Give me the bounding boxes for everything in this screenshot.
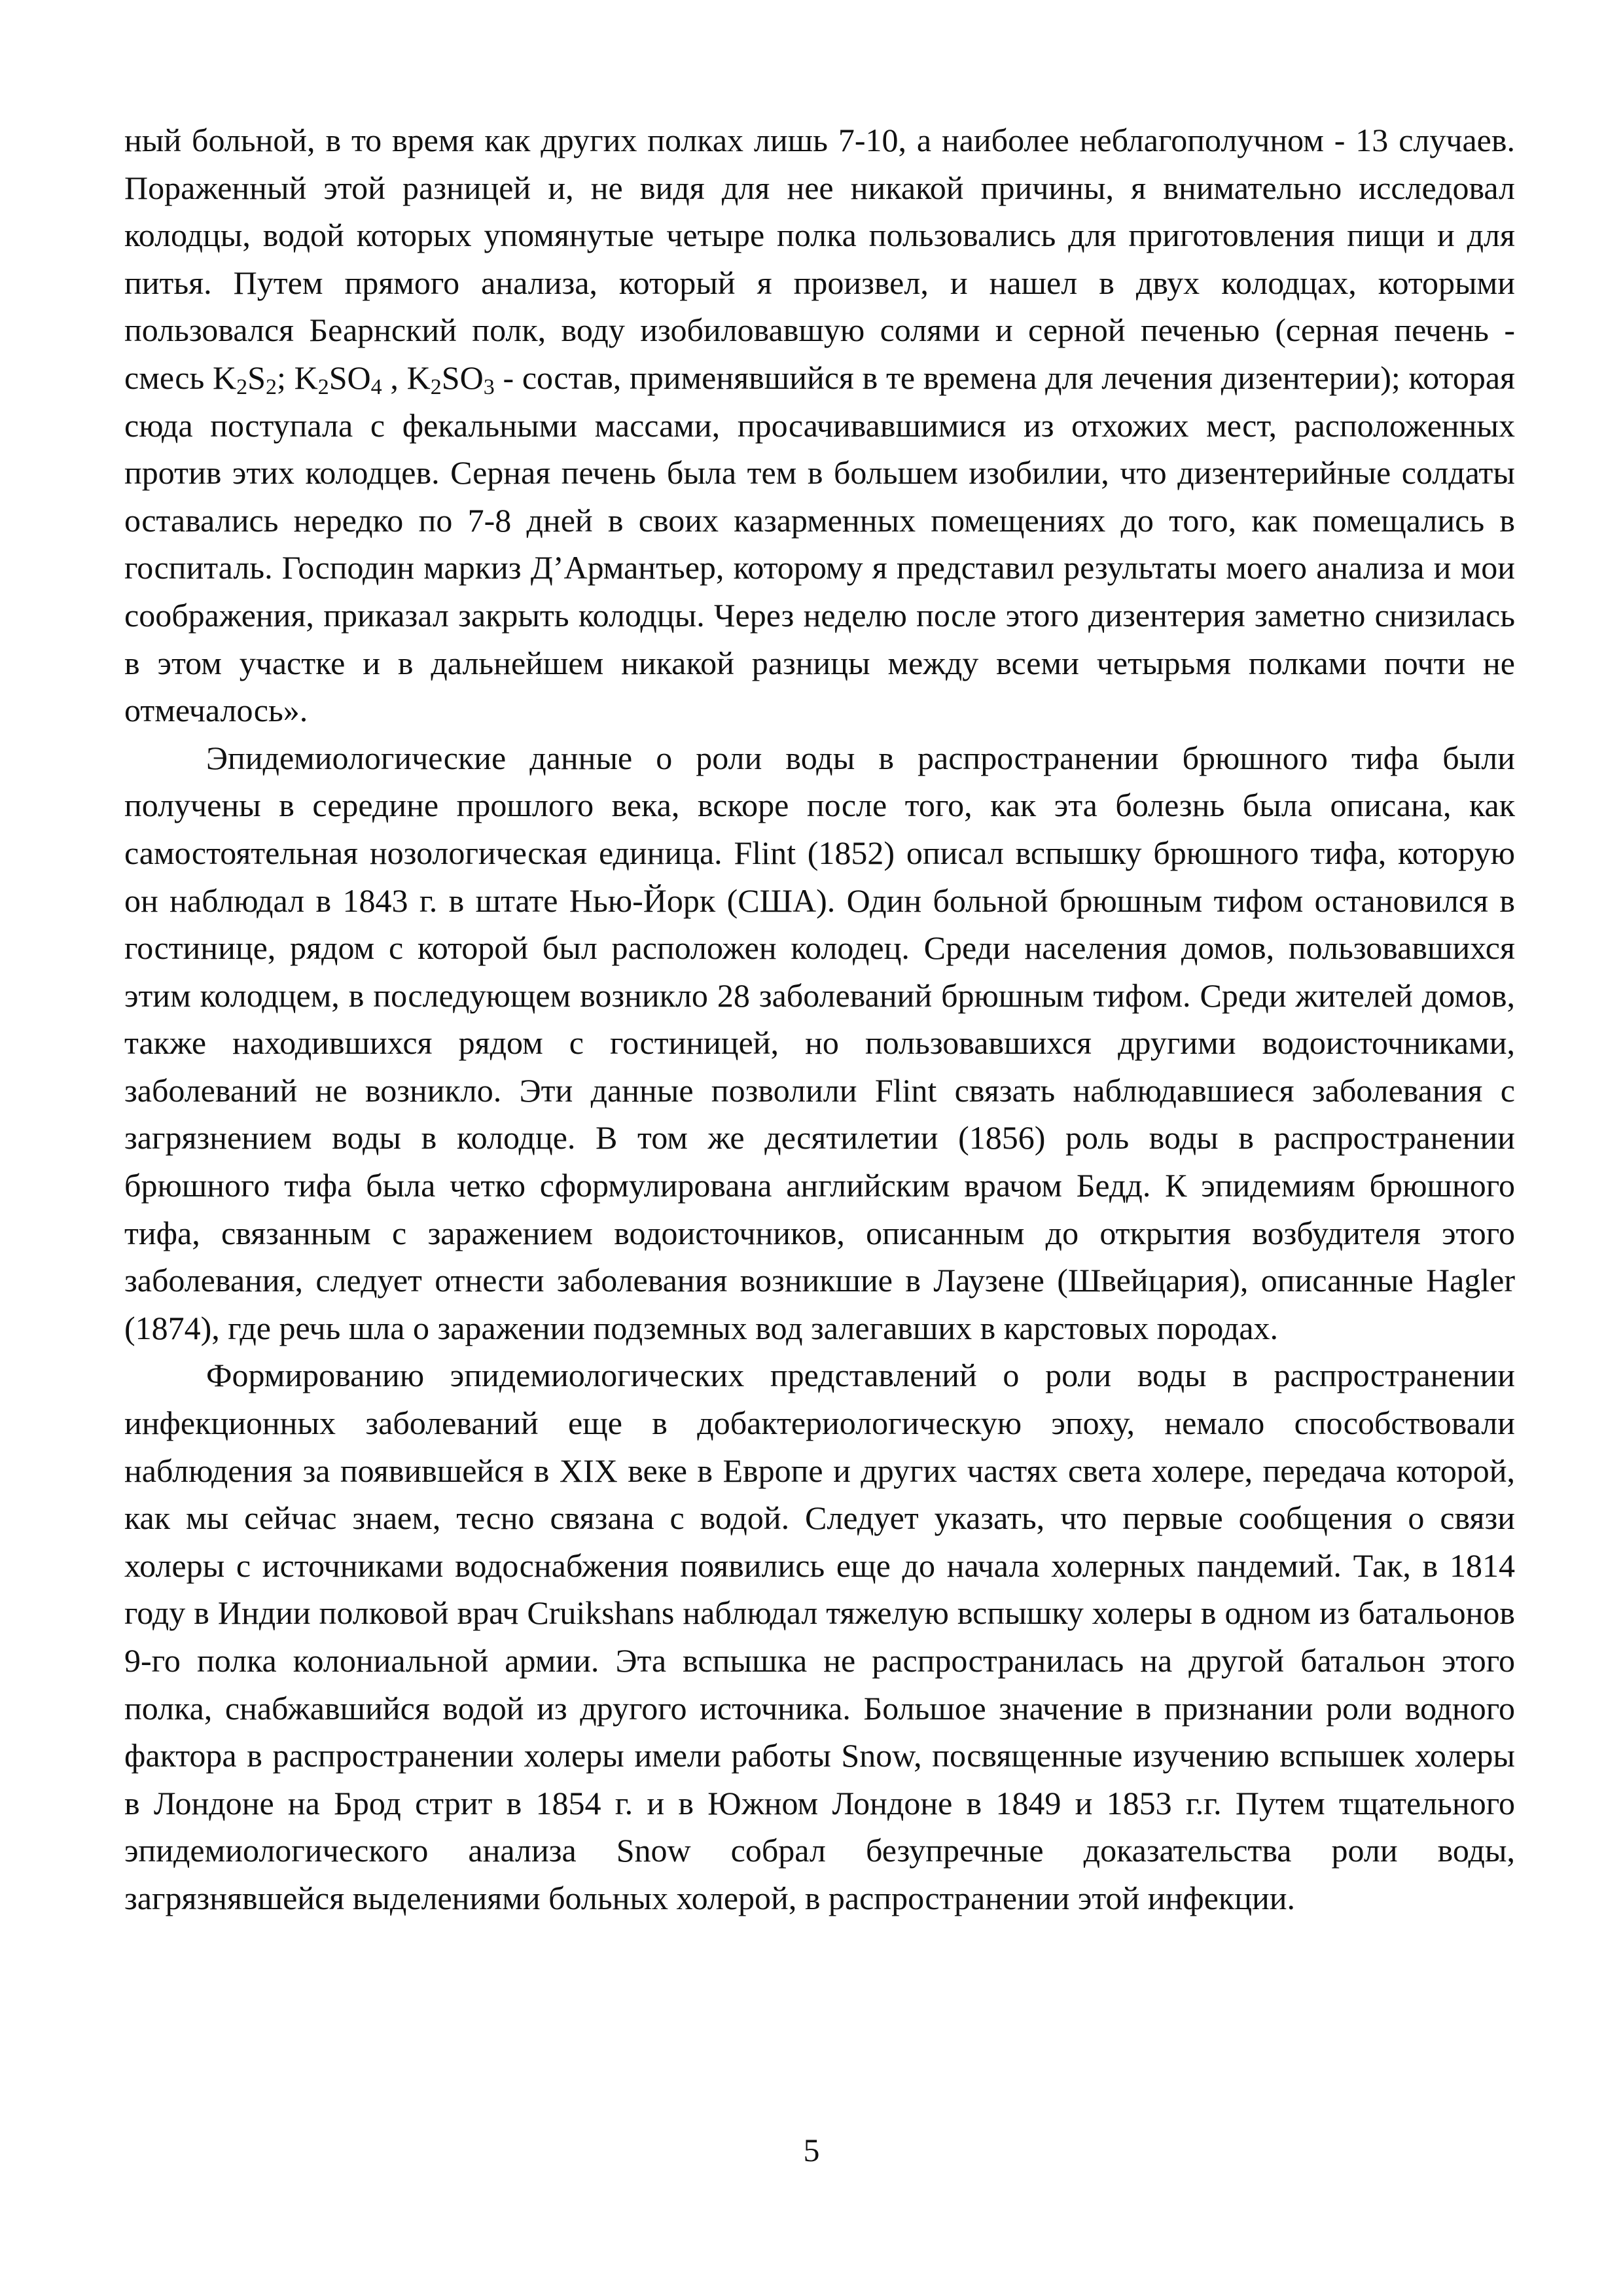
paragraph-cholera: Формированию эпидемиологических представлений о роли воды в распространении инфекционных заболеваний еще в добактериологическую эпоху, немало способствовали наблюдения за появившейся в XIX веке в Европе и других частях света холере, передача которой, как мы сейчас знаем, тесно связана с водой. Следует указать, что первые сообщения о связи холеры с источниками водоснабжения появились еще до начала холерных пандемий. Так, в 1814 году в Индии полковой врач Cruikshans наблюдал тяжелую вспышку холеры в одном из батальонов 9-го полка колониальной армии. Эта вспышка не распространилась на другой батальон этого полка, снабжавшийся водой из другого источника. Большое значение в признании роли водного фактора в распространении холеры имели работы Snow, посвященные изучению вспышек холеры в Лондоне на Брод стрит в 1854 г. и в Южном Лондоне в 1849 и 1853 г.г. Путем тщательного эпидемиологического анализа Snow собрал безупречные доказательства роли воды, загрязнявшейся выделениями больных холерой, в распространении этой инфекции. bbox=[124, 1357, 1515, 1916]
formula-part: SO bbox=[441, 359, 484, 396]
formula-subscript: 2 bbox=[317, 374, 329, 399]
formula-subscript: 2 bbox=[236, 374, 248, 399]
paragraph-continuation bbox=[124, 117, 1515, 734]
formula-separator: , bbox=[382, 359, 407, 396]
formula-subscript: 3 bbox=[483, 374, 495, 399]
formula-subscript: 2 bbox=[265, 374, 277, 399]
formula-part: S bbox=[247, 359, 266, 396]
formula-part: K bbox=[406, 359, 431, 396]
formula-subscript: 4 bbox=[370, 374, 382, 399]
paragraph-1-text-after-formula: - состав, применявшийся в те времена для лечения дизентерии); которая сюда поступала с фекальными массами, просачивавшимися из отхожих мест, расположенных против этих колодцев. Серная печень была тем в большем изобилии, что дизентерийные солдаты оставались нередко по 7-8 дней в своих казарменных помещениях до того, как помещались в госпиталь. Господин маркиз Д’Армантьер, которому я представил результаты моего анализа и мои соображения, приказал закрыть колодцы. Через неделю после этого дизентерия заметно снизилась в этом участке и в дальнейшем никакой разницы между всеми четырьмя полками почти не отмечалось». bbox=[124, 359, 1516, 729]
formula-part: K bbox=[213, 359, 237, 396]
formula-part: K bbox=[294, 359, 318, 396]
paragraph-1-text-before-formula: ный больной, в то время как других полках лишь 7-10, а наиболее неблагополучном - 13 случаев. Пораженный этой разницей и, не видя для нее никакой причины, я внимательно исследовал колодцы, водой которых упомянутые четыре полка пользовались для приготовления пищи и для питья. Путем прямого анализа, который я произвел, и нашел в двух колодцах, которыми пользовался Беарнский полк, воду изобиловавшую солями и серной печенью (серная печень - смесь bbox=[124, 122, 1515, 396]
page-number: 5 bbox=[803, 2132, 820, 2168]
formula-subscript: 2 bbox=[430, 374, 442, 399]
paragraph-typhoid: Эпидемиологические данные о роли воды в распространении брюшного тифа были получены в середине прошлого века, вскоре после того, как эта болезнь была описана, как самостоятельная нозологическая единица. Flint (1852) описал вспышку брюшного тифа, которую он наблюдал в 1843 г. в штате Нью-Йорк (США). Один больной брюшным тифом остановился в гостинице, рядом с которой был расположен колодец. Среди населения домов, пользовавшихся этим колодцем, в последующем возникло 28 заболеваний брюшным тифом. Среди жителей домов, также находившихся рядом с гостиницей, но пользовавшихся другими водоисточниками, заболеваний не возникло. Эти данные позволили Flint связать наблюдавшиеся заболевания с загрязнением воды в колодце. В том же десятилетии (1856) роль воды в распространении брюшного тифа была четко сформулирована английским врачом Бедд. К эпидемиям брюшного тифа, связанным с заражением водоисточников, описанным до открытия возбудителя этого заболевания, следует отнести заболевания возникшие в Лаузене (Швейцария), описанные Hagler (1874), где речь шла о заражении подземных вод залегавших в карстовых породах. bbox=[124, 739, 1515, 1346]
chemical-formula bbox=[213, 359, 495, 399]
document-page bbox=[124, 117, 1515, 1922]
formula-part: SO bbox=[329, 359, 371, 396]
formula-separator: ; bbox=[276, 359, 294, 396]
